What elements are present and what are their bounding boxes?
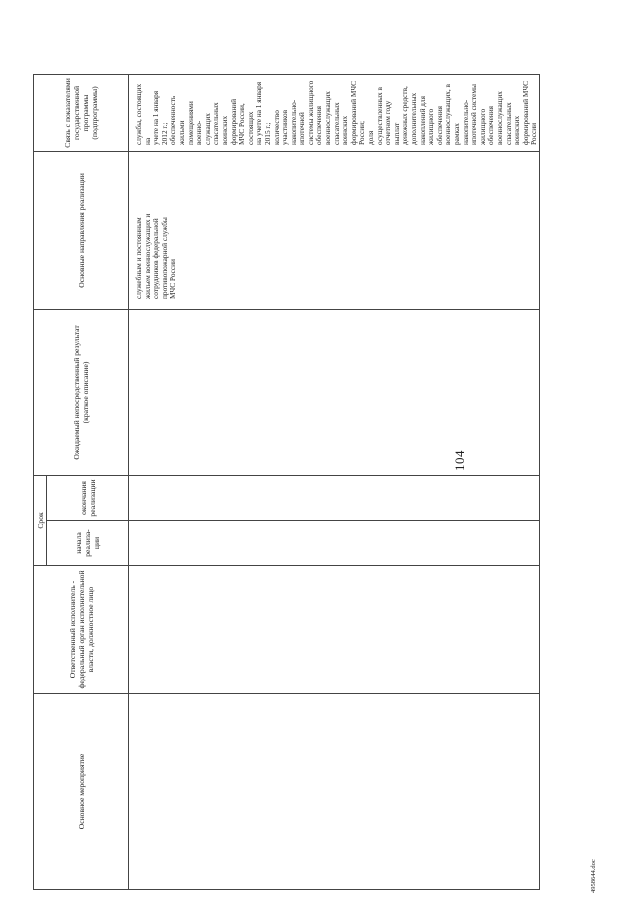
cell-directions: служебным и постоянным жильем военнослужащих и сотрудников федеральной противопожарной службы МЧС России bbox=[129, 151, 540, 309]
header-directions: Основные направления реализации bbox=[34, 151, 129, 309]
header-term: Срок bbox=[34, 475, 47, 565]
header-responsible: Ответственный исполнитель - федеральный орган исполнительной власти, должностное лицо bbox=[34, 566, 129, 694]
cell-term-start bbox=[129, 521, 540, 566]
header-main-event: Основное мероприятие bbox=[34, 694, 129, 890]
header-link: Связь с показателями государственной программы (подпрограммы) bbox=[34, 74, 129, 151]
header-term-start: начала реализа-ции bbox=[47, 521, 129, 566]
cell-responsible bbox=[129, 566, 540, 694]
header-expected-result: Ожидаемый непосредственный результат (краткое описание) bbox=[34, 309, 129, 475]
header-term-end: окончания реализации bbox=[47, 475, 129, 520]
cell-term-end bbox=[129, 475, 540, 520]
page-number: 104 bbox=[452, 450, 467, 471]
document-id: 4958644.doc bbox=[590, 859, 597, 893]
state-program-table bbox=[33, 74, 540, 890]
cell-main-event bbox=[129, 694, 540, 890]
cell-expected-result bbox=[129, 309, 540, 475]
cell-link: службы, состоящих на учете на 1 января 2012 г.; обеспеченность жильми помещениями военно- служащих спасательных воинских формирований МЧС России, состоящих на учете на 1 января 2015 г.; количество участников накопительно-ипотечной системы жилищного обеспечения военнослужащих спасательных воинских формирований МЧС России; доля осуществленных в отчетном году выплат денежных средств, дополнительных накоплений для жилищного обеспечения военнослужащих, в рамках накопительно- ипотечной системы жилищного обеспечения военнослужащих спасательных воинских формирований МЧС России bbox=[129, 74, 540, 151]
